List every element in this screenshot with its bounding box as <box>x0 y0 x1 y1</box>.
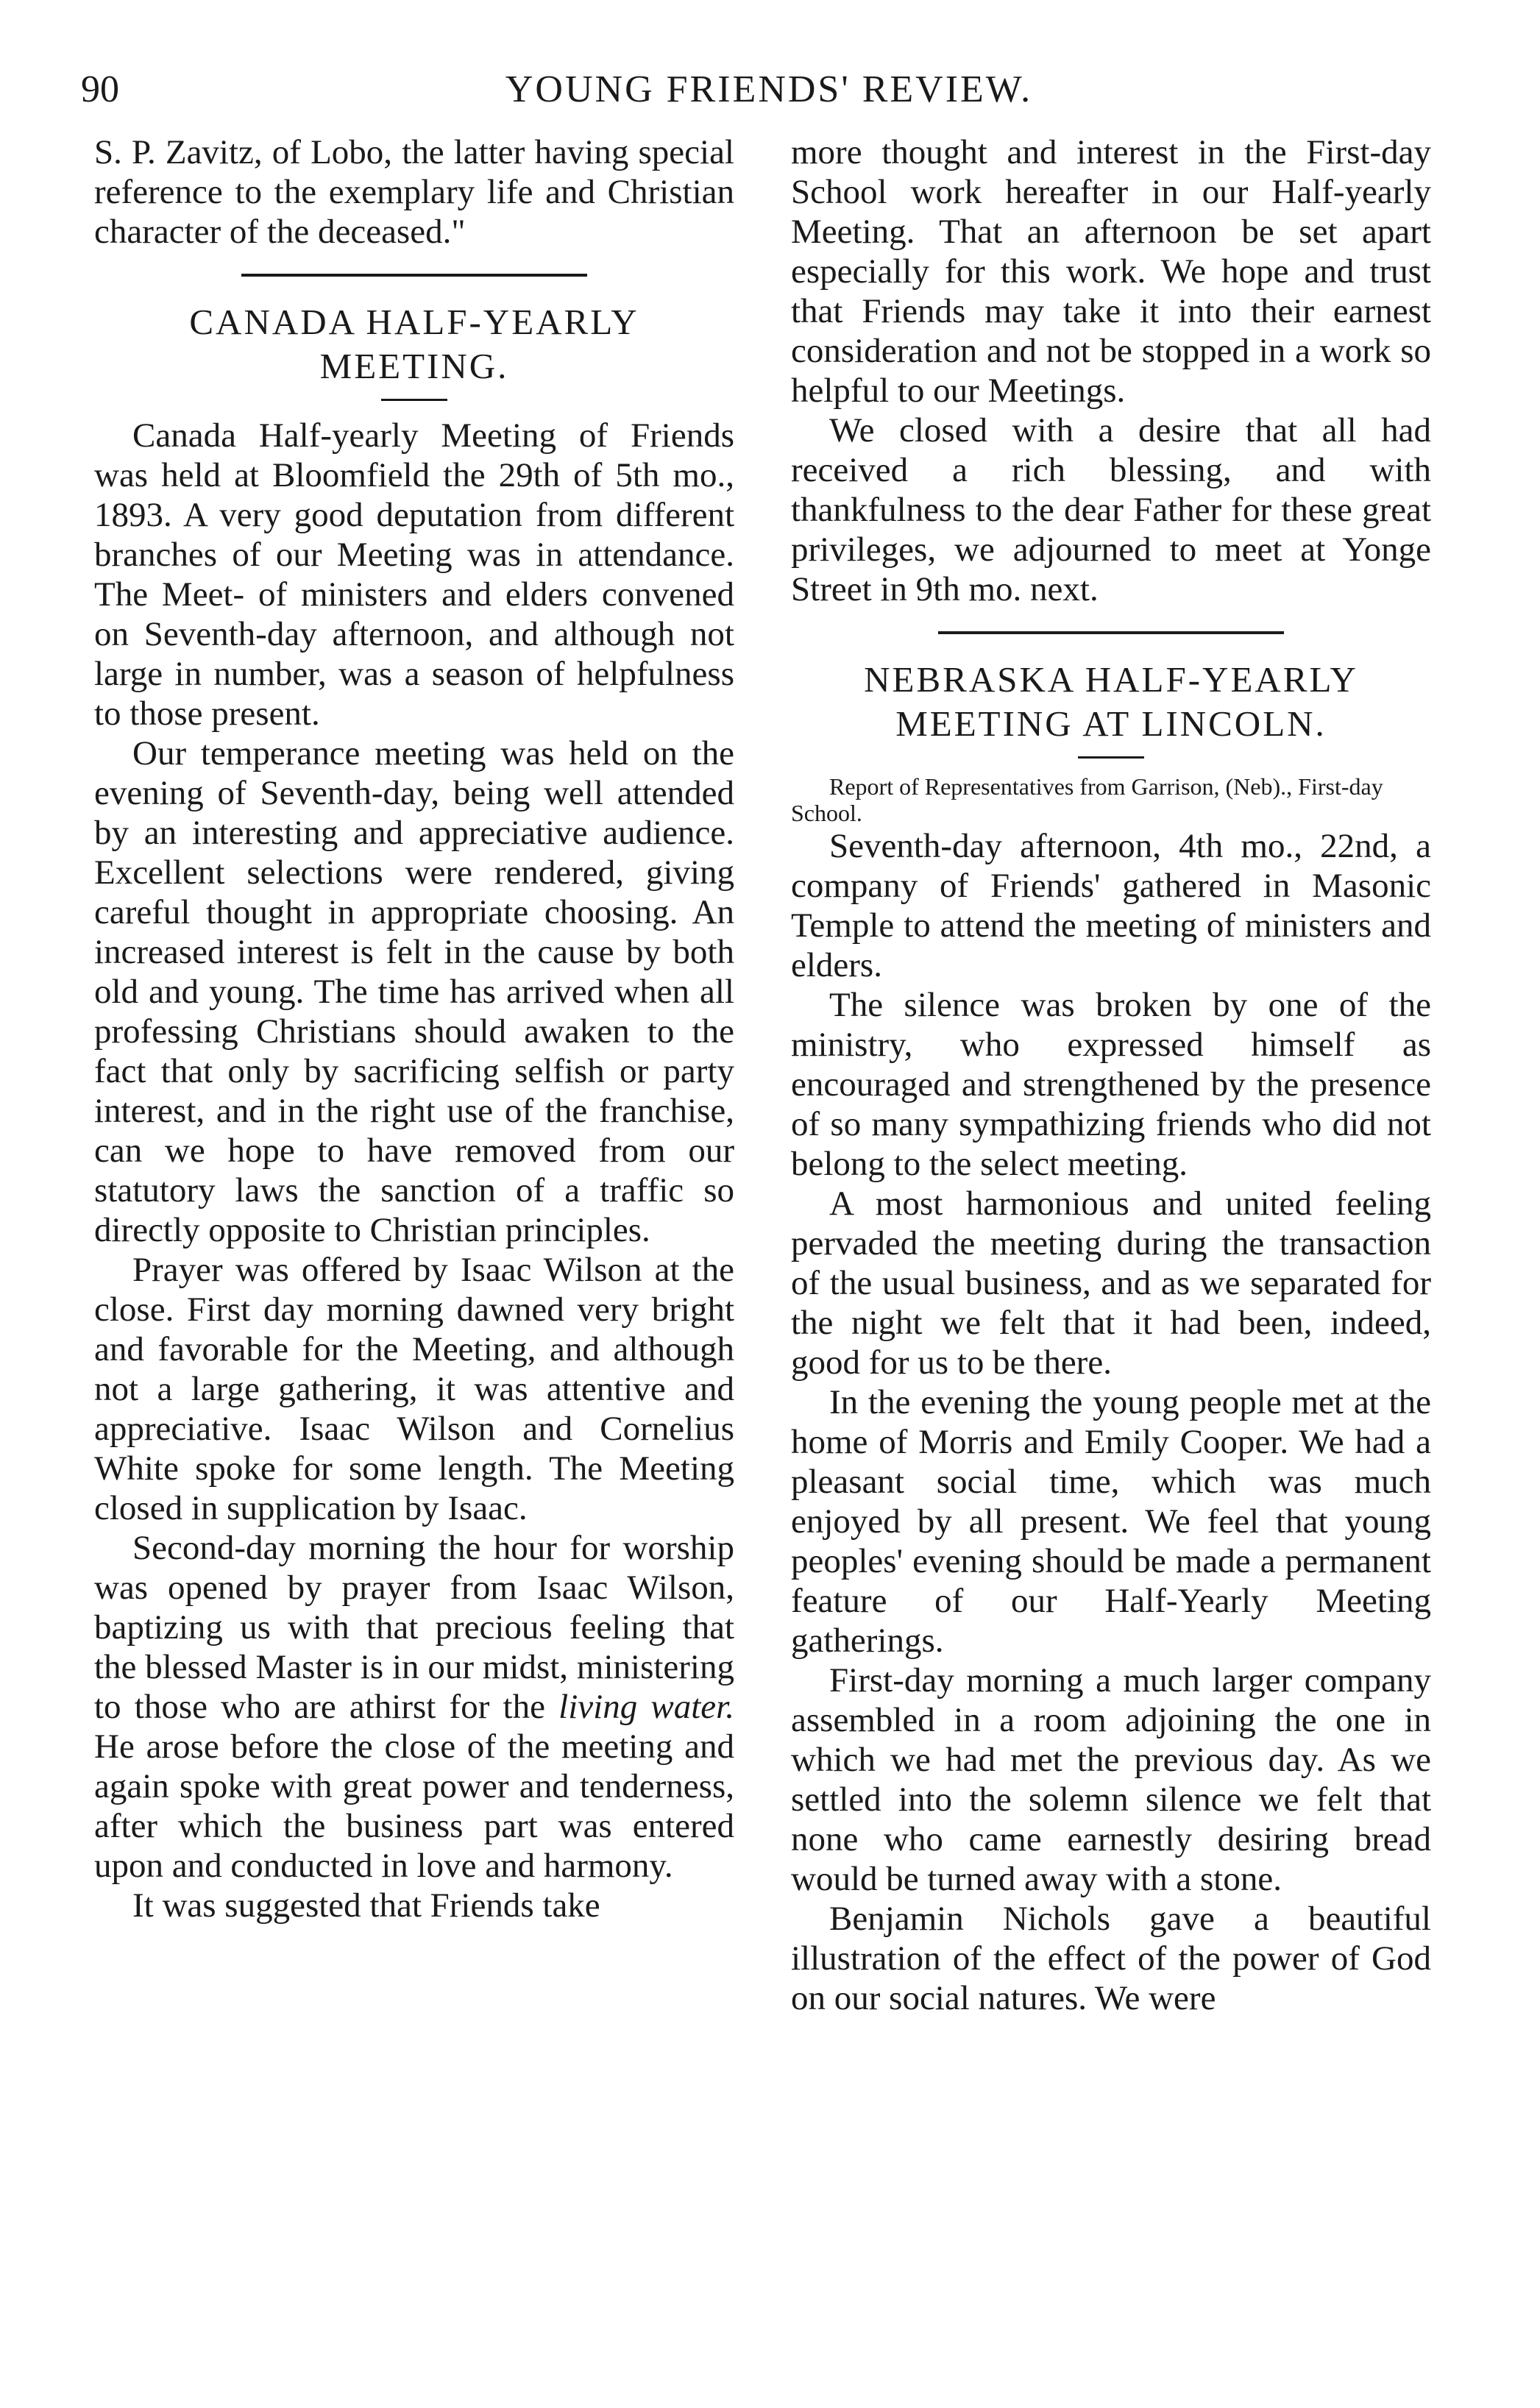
paragraph: We closed with a desire that all had received a rich blessing, and with thankfulness to the dear Father for these great privileges, we adjourned to meet at Yonge Street in 9th mo. next. <box>791 411 1431 608</box>
running-title: YOUNG FRIENDS' REVIEW. <box>505 68 1033 110</box>
paragraph: S. P. Zavitz, of Lobo, the latter having special reference to the exemplary life and Christian character of the deceased." <box>94 133 734 251</box>
paragraph: more thought and interest in the First-day School work hereafter in our Half-yearly Meeting. That an afternoon be set apart especially for this work. We hope and trust that Friends may take it into their earnest consideration and not be stopped in a work so helpful to our Meetings. <box>791 133 1431 410</box>
article-heading: NEBRASKA HALF-YEARLY MEETING AT LINCOLN. <box>864 659 1358 744</box>
paragraph: Our temperance meeting was held on the evening of Seventh-day, being well attended by an interesting and appreciative audience. Excellent selections were rendered, giving careful thought in appropriate choosing. An increased interest is felt in the cause by both old and young. The time has arrived when all professing Christians should awaken to the fact that only by sacrificing selfish or party interest, and in the right use of the franchise, can we hope to have removed from our statutory laws the sanction of a traffic so directly opposite to Christian principles. <box>94 734 734 1249</box>
italic-phrase: living water. <box>558 1688 735 1726</box>
paragraph <box>94 1528 734 1886</box>
article-heading: CANADA HALF-YEARLY MEETING. <box>189 302 639 386</box>
section-divider <box>938 631 1284 634</box>
paragraph: Seventh-day afternoon, 4th mo., 22nd, a company of Friends' gathered in Masonic Temple to attend the meeting of ministers and elders. <box>791 827 1431 984</box>
paragraph: A most harmonious and united feeling pervaded the meeting during the transaction of the usual business, and as we separated for the night we felt that it had been, indeed, good for us to be there. <box>791 1185 1431 1382</box>
report-note: Report of Representatives from Garrison, (Neb)., First-day School. <box>791 773 1383 826</box>
paragraph: Prayer was offered by Isaac Wilson at the close. First day morning dawned very bright and favorable for the Meeting, and although not a large gathering, it was attentive and appreciative. Isaac Wilson and Cornelius White spoke for some length. The Meeting closed in supplication by Isaac. <box>94 1251 734 1527</box>
paragraph: The silence was broken by one of the ministry, who expressed himself as encouraged and strengthened by the presence of so many sympathizing friends who did not belong to the select meeting. <box>791 986 1431 1183</box>
heading-divider <box>1078 756 1144 759</box>
paragraph-text: Second-day morning the hour for worship was opened by prayer from Isaac Wilson, baptizing us with that precious feeling that the blessed Master is in our midst, ministering to those who are athirst for the <box>94 1529 734 1726</box>
paragraph: It was suggested that Friends take <box>132 1886 600 1925</box>
section-divider <box>241 274 587 277</box>
paragraph-text: He arose before the close of the meeting and again spoke with great power and tenderness, after which the business part was entered upon and conducted in love and harmony. <box>94 1727 734 1885</box>
page-number: 90 <box>81 68 119 110</box>
heading-divider <box>381 399 447 401</box>
paragraph: Canada Half-yearly Meeting of Friends was held at Bloomfield the 29th of 5th mo., 1893. A very good deputation from different branches of our Meeting was in attendance. The Meet- of ministers and elders convened on Seventh-day afternoon, and although not large in number, was a season of helpfulness to those present. <box>94 416 734 733</box>
paragraph: In the evening the young people met at the home of Morris and Emily Cooper. We had a pleasant social time, which was much enjoyed by all present. We feel that young peoples' evening should be made a permanent feature of our Half-Yearly Meeting gatherings. <box>791 1383 1431 1660</box>
left-column <box>94 132 734 1925</box>
paragraph: Benjamin Nichols gave a beautiful illustration of the effect of the power of God on our social natures. We were <box>791 1900 1431 2017</box>
paragraph: First-day morning a much larger company assembled in a room adjoining the one in which we had met the previous day. As we settled into the solemn silence we felt that none who came earnestly desiring bread would be turned away with a stone. <box>791 1661 1431 1898</box>
page-header <box>81 68 1457 127</box>
right-column <box>791 132 1431 2018</box>
